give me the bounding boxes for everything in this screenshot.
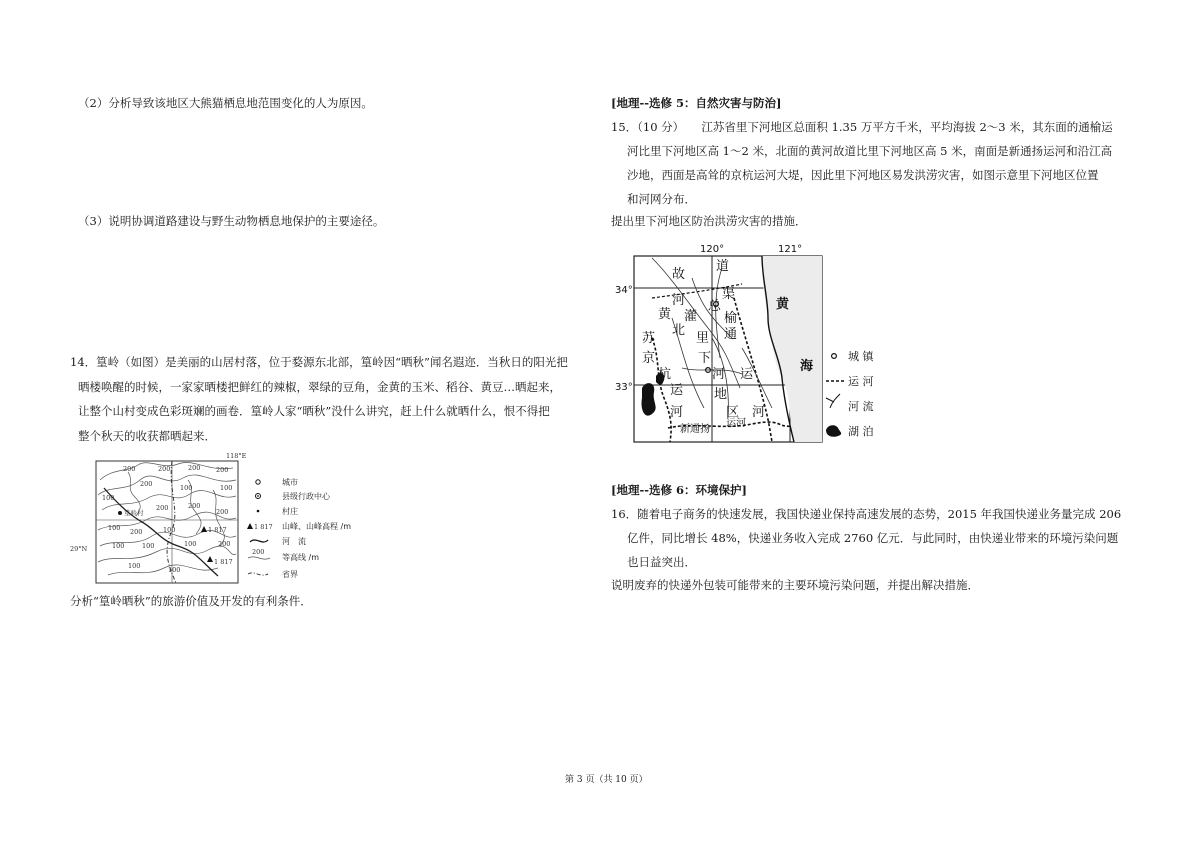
legend-boundary-icon bbox=[248, 573, 268, 575]
lixiahe-region-map bbox=[612, 238, 897, 448]
question-15-line-4: 和河网分布． bbox=[627, 192, 696, 206]
svg-text:200: 200 bbox=[156, 504, 169, 512]
svg-text:黄: 黄 bbox=[658, 307, 672, 322]
svg-text:河: 河 bbox=[712, 367, 726, 382]
question-16-line-1: 16．随着电子商务的快速发展，我国快递业保持高速发展的态势，2015 年我国快递业务量完成 206 bbox=[611, 507, 1122, 521]
question-16-line-3: 也日益突出． bbox=[627, 555, 696, 569]
question-14-line-1: 14．篁岭（如图）是美丽的山居村落，位于婺源东北部，篁岭因“晒秋”闻名遐迩．当秋日的阳光把 bbox=[70, 355, 568, 369]
svg-text:村庄: 村庄 bbox=[282, 507, 298, 516]
legend-river-icon bbox=[250, 540, 268, 542]
svg-text:100: 100 bbox=[168, 566, 181, 574]
question-15-line-1: 15．（10 分） 江苏省里下河地区总面积 1.35 万平方千米，平均海拔 2～3 米，其东面的通榆运 bbox=[611, 120, 1113, 134]
map1-peak-1-icon bbox=[201, 526, 207, 532]
svg-text:运: 运 bbox=[740, 367, 754, 382]
svg-text:总: 总 bbox=[708, 299, 722, 314]
map1-peak-2-icon bbox=[207, 556, 213, 562]
svg-text:省界: 省界 bbox=[282, 570, 298, 579]
svg-text:等高线 /m: 等高线 /m bbox=[282, 553, 320, 562]
svg-text:河 流: 河 流 bbox=[282, 537, 306, 546]
svg-text:道: 道 bbox=[716, 259, 730, 274]
svg-text:运河: 运河 bbox=[726, 418, 746, 429]
question-15-ask: 提出里下河地区防治洪涝灾害的措施． bbox=[611, 214, 807, 228]
question-14-line-2: 晒楼唤醒的时候，一家家晒楼把鲜红的辣椒，翠绿的豆角，金黄的玉米、稻谷、黄豆…晒起来， bbox=[78, 380, 561, 394]
question-14-line-4: 整个秋天的收获都晒起来． bbox=[78, 429, 216, 443]
map1-legend bbox=[247, 477, 351, 579]
svg-text:200: 200 bbox=[123, 465, 136, 473]
svg-text:100: 100 bbox=[112, 542, 125, 550]
svg-text:山峰、山峰高程 /m: 山峰、山峰高程 /m bbox=[282, 522, 352, 531]
svg-text:河: 河 bbox=[672, 293, 686, 308]
svg-text:1 817: 1 817 bbox=[214, 558, 233, 566]
section-elective-6-heading: [地理--选修 6：环境保护] bbox=[611, 483, 747, 497]
svg-text:200: 200 bbox=[158, 465, 171, 473]
svg-text:榆: 榆 bbox=[724, 311, 738, 326]
svg-text:湖 泊: 湖 泊 bbox=[848, 425, 874, 438]
map2-lat-34: 34° bbox=[615, 285, 633, 296]
svg-text:100: 100 bbox=[108, 524, 121, 532]
map1-longitude-label: 118°E bbox=[226, 452, 247, 460]
svg-text:渠: 渠 bbox=[722, 287, 736, 302]
svg-text:100: 100 bbox=[128, 562, 141, 570]
section-elective-5-heading: [地理--选修 5：自然灾害与防治] bbox=[611, 96, 782, 110]
svg-text:通: 通 bbox=[724, 327, 738, 342]
svg-text:河: 河 bbox=[670, 405, 684, 420]
map2-sea-label-huang: 黄 bbox=[776, 297, 790, 312]
svg-text:城 镇: 城 镇 bbox=[848, 350, 874, 363]
svg-text:河: 河 bbox=[752, 405, 766, 420]
svg-text:杭: 杭 bbox=[658, 367, 672, 382]
question-14-ask: 分析“篁岭晒秋”的旅游价值及开发的有利条件． bbox=[70, 594, 312, 608]
legend-peak-icon bbox=[247, 523, 253, 529]
map1-village-dot bbox=[118, 511, 122, 515]
svg-text:1 817: 1 817 bbox=[254, 523, 273, 531]
map2-sea-label-hai: 海 bbox=[800, 359, 814, 374]
svg-text:200: 200 bbox=[218, 540, 231, 548]
map1-latitude-label: 29°N bbox=[70, 545, 88, 553]
map2-lat-33: 33° bbox=[615, 382, 633, 393]
map2-lake-1 bbox=[641, 383, 655, 416]
svg-text:100: 100 bbox=[184, 540, 197, 548]
svg-text:运: 运 bbox=[670, 383, 684, 398]
svg-text:100: 100 bbox=[163, 526, 176, 534]
question-13-2: （2）分析导致该地区大熊猫栖息地范围变化的人为原因。 bbox=[78, 96, 373, 110]
map2-sea-area bbox=[762, 256, 822, 442]
svg-text:运 河: 运 河 bbox=[848, 375, 874, 388]
map1-place-name: 篁岭村 bbox=[124, 509, 144, 517]
svg-text:地: 地 bbox=[714, 387, 728, 402]
svg-text:北: 北 bbox=[672, 323, 686, 338]
svg-text:里: 里 bbox=[696, 331, 710, 346]
map2-legend bbox=[826, 349, 874, 438]
legend-river-icon bbox=[826, 394, 840, 408]
question-16-ask: 说明废弃的快递外包装可能带来的主要环境污染问题，并提出解决措施． bbox=[611, 578, 979, 592]
legend-contour-icon bbox=[248, 557, 270, 559]
svg-text:县级行政中心: 县级行政中心 bbox=[282, 492, 330, 501]
svg-text:100: 100 bbox=[220, 484, 233, 492]
page-number: 第 3 页（共 10 页） bbox=[565, 775, 648, 785]
svg-text:苏: 苏 bbox=[642, 331, 656, 346]
svg-text:200: 200 bbox=[188, 464, 201, 472]
question-16-line-2: 亿件，同比增长 48%，快递业务收入完成 2760 亿元．与此同时，由快递业带来的环境污染问题 bbox=[627, 531, 1119, 545]
svg-text:200: 200 bbox=[216, 466, 229, 474]
svg-text:200: 200 bbox=[252, 548, 265, 556]
question-15-line-2: 河比里下河地区高 1～2 米，北面的黄河故道比里下河地区高 5 米，南面是新通扬运河和沿江高 bbox=[627, 144, 1113, 158]
svg-text:京: 京 bbox=[642, 351, 656, 366]
svg-text:200: 200 bbox=[216, 508, 229, 516]
svg-text:1 817: 1 817 bbox=[208, 526, 227, 534]
svg-text:区: 区 bbox=[726, 405, 740, 420]
legend-city-icon bbox=[256, 480, 260, 484]
svg-text:100: 100 bbox=[142, 542, 155, 550]
question-13-3: （3）说明协调道路建设与野生动物栖息地保护的主要途径。 bbox=[78, 214, 385, 228]
svg-text:新通扬: 新通扬 bbox=[680, 424, 710, 435]
svg-text:200: 200 bbox=[140, 480, 153, 488]
legend-lake-icon bbox=[826, 425, 841, 437]
svg-text:100: 100 bbox=[102, 494, 115, 502]
svg-text:下: 下 bbox=[698, 351, 712, 366]
svg-text:200: 200 bbox=[130, 528, 143, 536]
map2-lon-120: 120° bbox=[700, 244, 725, 255]
svg-text:故: 故 bbox=[672, 267, 686, 282]
svg-text:河 流: 河 流 bbox=[848, 400, 874, 413]
map2-lon-121: 121° bbox=[778, 244, 803, 255]
huangling-topographic-map bbox=[68, 450, 368, 590]
question-15-line-3: 沙地，西面是高耸的京杭运河大堤，因此里下河地区易发洪涝灾害，如图示意里下河地区位置 bbox=[627, 168, 1099, 182]
question-14-line-3: 让整个山村变成色彩斑斓的画卷．篁岭人家“晒秋”没什么讲究，赶上什么就晒什么，恨不得把 bbox=[78, 404, 550, 418]
svg-text:灌: 灌 bbox=[684, 309, 698, 324]
svg-text:城市: 城市 bbox=[282, 478, 298, 487]
legend-town-icon bbox=[832, 354, 837, 359]
svg-text:200: 200 bbox=[188, 502, 201, 510]
svg-text:100: 100 bbox=[180, 484, 193, 492]
legend-village-icon bbox=[257, 510, 260, 513]
